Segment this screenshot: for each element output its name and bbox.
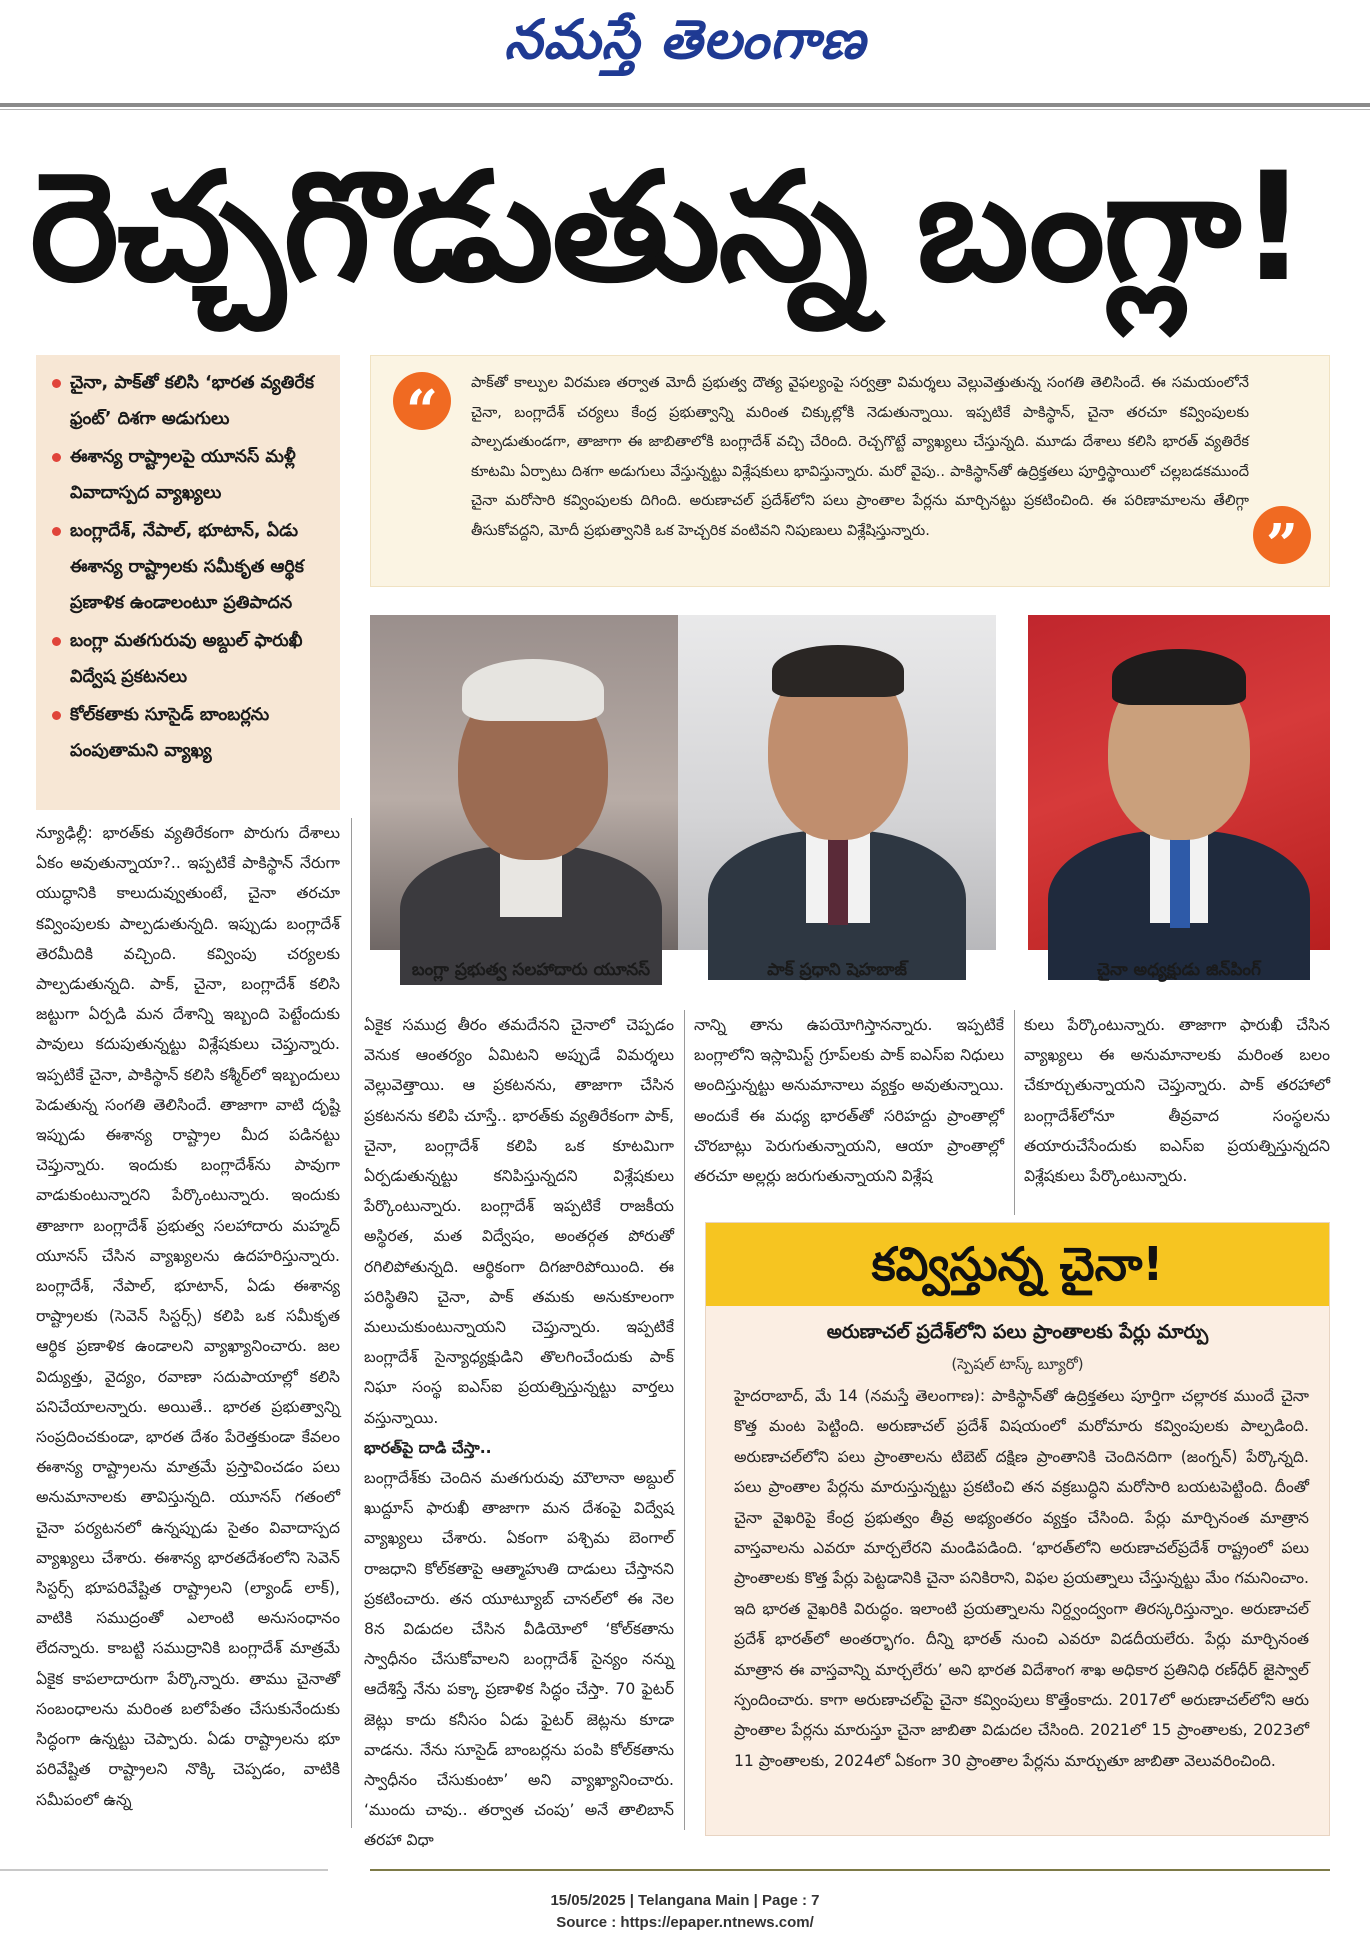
- article-text: బంగ్లాదేశ్‌కు చెందిన మతగురువు మౌలానా అబ్దుల్ ఖుద్దూస్ ఫారుఖీ తాజాగా మన దేశంపై విద్వేష వ్యాఖ్యలు చేశారు. ఏకంగా పశ్చిమ బెంగాల్ రాజధాని కోల్‌కతాపై ఆత్మాహుతి దాడులు చేస్తానని ప్రకటించారు. తన యూట్యూబ్ చానల్‌లో ఈ నెల 8న విడుదల చేసిన వీడియోలో ‘కోల్‌కతాను స్వాధీనం చేసుకోవాలని బంగ్లాదేశ్ సైన్యం నన్ను ఆదేశిస్తే నేను పక్కా ప్రణాళిక సిద్ధం చేస్తా. 70 ఫైటర్ జెట్లు కాదు కనీసం ఏడు ఫైటర్ జెట్లను కూడా వాడను. నేను సూసైడ్ బాంబర్లను పంపి కోల్‌కతాను స్వాధీనం చేసుకుంటా’ అని వ్యాఖ్యానించారు. ‘ముందు చావు.. తర్వాత చంపు’ అనే తాలిబాన్ తరహా విధా: [364, 1469, 674, 1850]
- quote-open-icon: “: [393, 372, 451, 430]
- photo-shehbaz: [678, 615, 996, 950]
- bottom-rule: [370, 1869, 1330, 1871]
- photo-caption-shehbaz: పాక్ ప్రధాని షెహబాజ్: [767, 960, 907, 980]
- quote-close-icon: ”: [1253, 506, 1311, 564]
- column-divider: [351, 818, 352, 1828]
- column-divider: [1014, 1010, 1015, 1215]
- photo-xi: [1028, 615, 1330, 950]
- article-text: న్యూఢిల్లీ: భారత్‌కు వ్యతిరేకంగా పొరుగు దేశాలు ఏకం అవుతున్నాయా?.. ఇప్పటికే పాకిస్థాన్ నేరుగా యుద్ధానికి కాలుదువ్వుతుంటే, చైనా తరచూ కవ్వింపులకు పాల్పడుతున్నది. ఇప్పుడు బంగ్లాదేశ్ తెరమీదికి వచ్చింది. కవ్వింపు చర్యలకు పాల్పడుతున్నది. పాక్, చైనా, బంగ్లాదేశ్ కలిసి జట్టుగా ఏర్పడి మన దేశాన్ని ఇబ్బంది పెట్టేందుకు పావులు కదుపుతున్నట్టు విశ్లేషకులు చెప్తున్నారు. ఇప్పటికే చైనా, పాకిస్థాన్ కలిసి కశ్మీర్‌లో ఇబ్బందులు పెడుతున్న సంగతి తెలిసిందే. తాజాగా వాటి దృష్టి ఇప్పుడు ఈశాన్య రాష్ట్రాల మీద పడినట్టు చెప్తున్నారు. ఇందుకు బంగ్లాదేశ్‌ను పావుగా వాడుకుంటున్నారని పేర్కొంటున్నారు. ఇందుకు తాజాగా బంగ్లాదేశ్ ప్రభుత్వ సలహాదారు మహ్మద్ యూనస్ చేసిన వ్యాఖ్యలను ఉదహరిస్తున్నారు. బంగ్లాదేశ్, నేపాల్, భూటాన్, ఏడు ఈశాన్య రాష్ట్రాలకు (సెవెన్ సిస్టర్స్) కలిపి ఒక సమీకృత ఆర్థిక ప్రణాళిక ఉండాలని వ్యాఖ్యానించారు. జల విద్యుత్తు, వైద్యం, రవాణా సదుపాయాల్లో కలిసి పనిచేయాలన్నారు. అయితే.. భారత ప్రభుత్వాన్ని సంప్రదించకుండా, భారత దేశం పేరెత్తకుండా కేవలం ఈశాన్య రాష్ట్రాలను మాత్రమే ప్రస్తావించడం పలు అనుమానాలకు తావిస్తున్నది. యూనస్ గతంలో చైనా పర్యటనలో ఉన్నప్పుడు సైతం వివాదాస్పద వ్యాఖ్యలు చేశారు. ఈశాన్య భారతదేశంలోని సెవెన్ సిస్టర్స్ భూపరివేష్టిత రాష్ట్రాలని (ల్యాండ్ లాక్), వాటికి సముద్రంతో ఎలాంటి అనుసంధానం లేదన్నారు. కాబట్టి సముద్రానికి బంగ్లాదేశ్ మాత్రమే ఏకైక కాపలాదారుగా పేర్కొన్నారు. తాము చైనాతో సంబంధాలను మరింత బలోపేతం చేసుకునేందుకు సిద్ధంగా ఉన్నట్టు చెప్పారు. ఏడు రాష్ట్రాలను భూ పరివేష్టిత రాష్ట్రాలని నొక్కి చెప్పడం, వాటికి సమీపంలో ఉన్న: [36, 824, 340, 1809]
- photo-caption-xi: చైనా అధ్యక్షుడు జిన్‌పింగ్: [1097, 960, 1261, 980]
- masthead-rule: [0, 103, 1370, 107]
- pull-quote-text: పాక్‌తో కాల్పుల విరమణ తర్వాత మోదీ ప్రభుత్వ దౌత్య వైఫల్యంపై సర్వత్రా విమర్శలు వెల్లువెత్తుతున్న సంగతి తెలిసిందే. ఈ సమయంలోనే చైనా, బంగ్లాదేశ్ చర్యలు కేంద్ర ప్రభుత్వాన్ని మరింత చిక్కుల్లోకి నెడుతున్నాయి. ఇప్పటికే పాకిస్థాన్, చైనా తరచూ కవ్వింపులకు పాల్పడుతుండగా, తాజాగా ఈ జాబితాలోకి బంగ్లాదేశ్ వచ్చి చేరింది. రెచ్చగొట్టే వ్యాఖ్యలు చేస్తున్నది. మూడు దేశాలు కలిసి భారత్ వ్యతిరేక కూటమి ఏర్పాటు దిశగా అడుగులు వేస్తున్నట్టు విశ్లేషకులు భావిస్తున్నారు. మరో వైపు.. పాకిస్థాన్‌తో ఉద్రిక్తతలు పూర్తిస్థాయిలో చల్లబడకముందే చైనా మరోసారి కవ్వింపులకు దిగింది. అరుణాచల్ ప్రదేశ్‌లోని పలు ప్రాంతాల పేర్లను మార్చినట్టు ప్రకటించింది. ఈ పరిణామాలను తేలిగ్గా తీసుకోవద్దని, మోదీ ప్రభుత్వానికి ఒక హెచ్చరిక వంటివని నిపుణులు విశ్లేషిస్తున్నారు.: [471, 374, 1249, 539]
- article-column-3: [694, 1010, 1004, 1220]
- sidebar-kicker: అరుణాచల్ ప్రదేశ్‌లోని పలు ప్రాంతాలకు పేర్లు మార్పు: [826, 1321, 1209, 1343]
- sidebar-headline: కవ్విస్తున్న చైనా!: [706, 1223, 1329, 1306]
- column-divider: [684, 1010, 685, 1830]
- article-text: కులు పేర్కొంటున్నారు. తాజాగా ఫారుఖీ చేసిన వ్యాఖ్యలు ఈ అనుమానాలకు మరింత బలం చేకూర్చుతున్నాయని చెప్తున్నారు. పాక్ తరహాలో బంగ్లాదేశ్‌లోనూ తీవ్రవాద సంస్థలను తయారుచేసేందుకు ఐఎస్ఐ ప్రయత్నిస్తున్నదని విశ్లేషకులు పేర్కొంటున్నారు.: [1024, 1016, 1330, 1186]
- footer-edition: 15/05/2025 | Telangana Main | Page : 7: [550, 1892, 820, 1909]
- article-column-4: [1024, 1010, 1330, 1220]
- highlight-item: చైనా, పాక్‌తో కలిసి ‘భారత వ్యతిరేక ఫ్రంట్’ దిశగా అడుగులు: [50, 365, 328, 437]
- highlight-item: బంగ్లా మతగురువు అబ్దుల్ ఫారుఖీ విద్వేష ప్రకటనలు: [50, 623, 328, 695]
- bottom-rule: [0, 1869, 328, 1871]
- masthead: [0, 0, 1370, 104]
- article-text: నాన్ని తాను ఉపయోగిస్తానన్నారు. ఇప్పటికే బంగ్లాలోని ఇస్లామిస్ట్ గ్రూప్‌లకు పాక్ ఐఎస్ఐ నిధులు అందిస్తున్నట్టు అనుమానాలు వ్యక్తం అవుతున్నాయి. అందుకే ఈ మధ్య భారత్‌తో సరిహద్దు ప్రాంతాల్లో చొరబాట్లు పెరుగుతున్నాయని, ఆయా ప్రాంతాల్లో తరచూ అల్లర్లు జరుగుతున్నాయని విశ్లేష: [694, 1016, 1004, 1186]
- highlights-box: [36, 355, 340, 810]
- pull-quote-box: [370, 355, 1330, 587]
- page-headline: రెచ్చగొడుతున్న బంగ్లా!: [30, 141, 1306, 315]
- photo-yunus: [370, 615, 692, 950]
- footer-source: Source : https://epaper.ntnews.com/: [556, 1914, 814, 1931]
- photo-caption-yunus: బంగ్లా ప్రభుత్వ సలహాదారు యూనస్: [411, 960, 651, 980]
- page-footer: [0, 1890, 1370, 1934]
- sidebar-credit: (స్పెషల్ టాస్క్ బ్యూరో): [951, 1355, 1084, 1373]
- article-text: ఏకైక సముద్ర తీరం తమదేనని చైనాలో చెప్పడం వెనుక ఆంతర్యం ఏమిటని అప్పుడే విమర్శలు వెల్లువెత్తాయి. ఆ ప్రకటనను, తాజాగా చేసిన ప్రకటనను కలిపి చూస్తే.. భారత్‌కు వ్యతిరేకంగా పాక్, చైనా, బంగ్లాదేశ్ కలిపి ఒక కూటమిగా ఏర్పడుతున్నట్టు కనిపిస్తున్నదని విశ్లేషకులు పేర్కొంటున్నారు. బంగ్లాదేశ్ ఇప్పటికే రాజకీయ అస్థిరత, మత విద్వేషం, అంతర్గత పోరుతో రగిలిపోతున్నది. ఆర్థికంగా దిగజారిపోయింది. ఈ పరిస్థితిని చైనా, పాక్ తమకు అనుకూలంగా మలుచుకుంటున్నాయని చెప్తున్నారు. ఇప్పటికే బంగ్లాదేశ్ సైన్యాధ్యక్షుడిని తొలగించేందుకు పాక్ నిఘా సంస్థ ఐఎస్ఐ ప్రయత్నిస్తున్నట్టు వార్తలు వస్తున్నాయి.: [364, 1016, 674, 1427]
- highlight-item: కోల్‌కతాకు సూసైడ్ బాంబర్లను పంపుతామని వ్యాఖ్య: [50, 697, 328, 769]
- highlight-item: ఈశాన్య రాష్ట్రాలపై యూనస్ మళ్లీ వివాదాస్పద వ్యాఖ్యలు: [50, 439, 328, 511]
- highlight-item: బంగ్లాదేశ్, నేపాల్, భూటాన్, ఏడు ఈశాన్య రాష్ట్రాలకు సమీకృత ఆర్థిక ప్రణాళిక ఉండాలంటూ ప్రతిపాదన: [50, 513, 328, 621]
- article-column-1: [36, 818, 340, 1828]
- sidebar-body: హైదరాబాద్, మే 14 (నమస్తే తెలంగాణ): పాకిస్థాన్‌తో ఉద్రిక్తతలు పూర్తిగా చల్లారక ముందే చైనా కొత్త మంట పెట్టింది. అరుణాచల్ ప్రదేశ్ విషయంలో మరోమారు కవ్వింపులకు పాల్పడింది. అరుణాచల్‌లోని పలు ప్రాంతాలను టిబెట్ దక్షిణ ప్రాంతానికి చెందినదిగా (జంగ్నన్) పేర్కొన్నది. పలు ప్రాంతాల పేర్లను మారుస్తున్నట్టు ప్రకటించి తన వక్రబుద్ధిని మరోసారి బయటపెట్టింది. దీంతో చైనా వైఖరిపై కేంద్ర ప్రభుత్వం తీవ్ర అభ్యంతరం వ్యక్తం చేసింది. పేర్లు మార్చినంత మాత్రాన వాస్తవాలను ఎవరూ మార్చలేరని మండిపడింది. ‘భారత్‌లోని అరుణాచల్‌ప్రదేశ్ రాష్ట్రంలో పలు ప్రాంతాలకు కొత్త పేర్లు పెట్టడానికి చైనా పనికిరాని, విఫల ప్రయత్నాలు చేస్తున్నట్టు మేం గమనించాం. ఇది భారత వైఖరికి విరుద్ధం. ఇలాంటి ప్రయత్నాలను నిర్ద్వంద్వంగా తిరస్కరిస్తున్నాం. అరుణాచల్ ప్రదేశ్ భారత్‌లో అంతర్భాగం. దీన్ని భారత్ నుంచి ఎవరూ విడదీయలేరు. పేర్లు మార్చినంత మాత్రాన ఈ వాస్తవాన్ని మార్చలేరు’ అని భారత విదేశాంగ శాఖ అధికార ప్రతినిధి రణ్‌ధీర్ జైస్వాల్ స్పందించారు. కాగా అరుణాచల్‌పై చైనా కవ్వింపులు కొత్తేంకాదు. 2017లో అరుణాచల్‌లోని ఆరు ప్రాంతాల పేర్లను మారుస్తూ చైనా జాబితా విడుదల చేసింది. 2021లో 15 ప్రాంతాలకు, 2023లో 11 ప్రాంతాలకు, 2024లో ఏకంగా 30 ప్రాంతాల పేర్లను మార్చుతూ జాబితా వెలువరించింది.: [734, 1387, 1309, 1770]
- masthead-title: నమస్తే తెలంగాణ: [504, 8, 866, 71]
- sidebar-story: [705, 1222, 1330, 1836]
- masthead-rule-thin: [0, 109, 1370, 110]
- article-column-2: [364, 1010, 674, 1850]
- article-subhead: భారత్‌పై దాడి చేస్తా..: [364, 1438, 492, 1457]
